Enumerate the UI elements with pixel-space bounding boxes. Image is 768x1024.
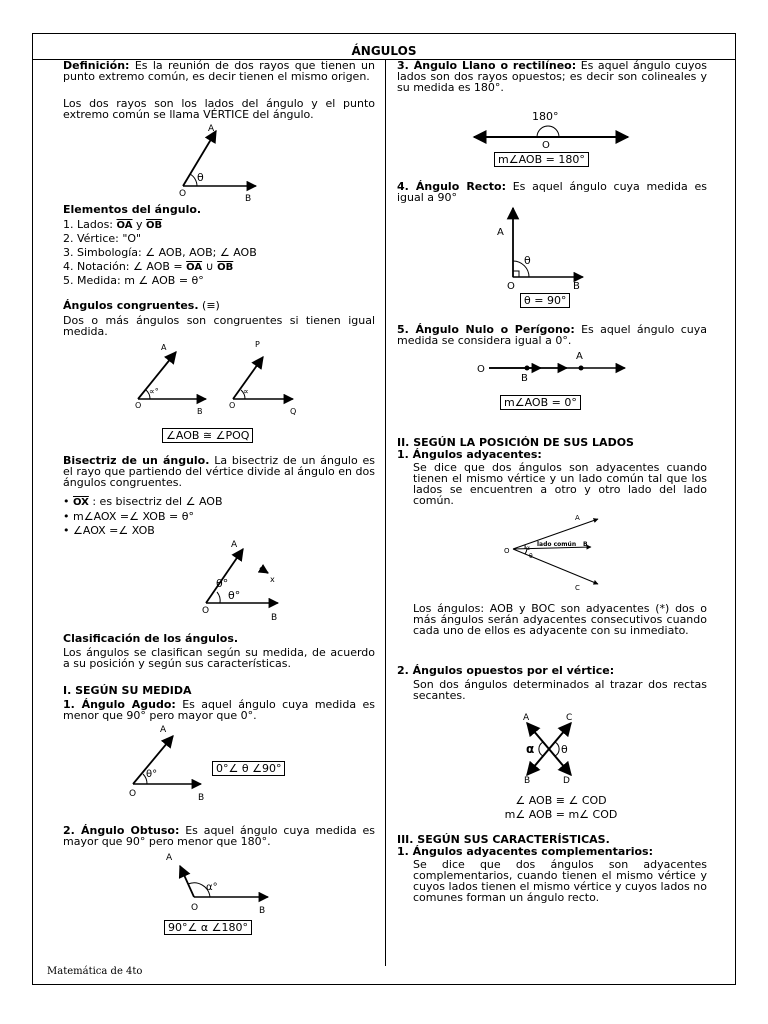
null-angle-equation: m∠AOB = 0° <box>500 395 581 410</box>
fig9-theta: θ <box>529 553 533 560</box>
bisector-bullet-2-text: m∠AOX =∠ XOB = θ° <box>73 510 194 523</box>
union-symbol: ∪ <box>205 260 214 273</box>
fig2-label-b: B <box>197 407 203 416</box>
fig3-label-x: x <box>270 575 275 584</box>
fig10-theta: θ <box>561 743 568 756</box>
opposite-angles-equation-1: ∠ AOB ≡ ∠ COD <box>515 794 607 807</box>
right-angle-text: Es aquel ángulo cuya medida es igual a 90° <box>397 180 707 204</box>
bisector-label: Bisectriz de un ángulo. <box>63 454 210 467</box>
congruent-symbol: (≡) <box>198 299 220 312</box>
ray-oa-symbol-2: $\overline{OA}$ <box>186 262 203 273</box>
opposite-angles-text: Son dos ángulos determinados al trazar dos rectas secantes. <box>413 678 707 702</box>
fig3-theta-1: θ° <box>216 577 229 590</box>
definition-paragraph <box>63 60 375 82</box>
figure-right-angle <box>495 205 595 290</box>
figure-obtuse-angle <box>158 852 278 922</box>
figure-congruent-angles <box>133 342 313 422</box>
classification-text: Los ángulos se clasifican según su medida, de acuerdo a su posición y según sus características. <box>63 646 375 670</box>
fig3-label-o: O <box>202 606 210 616</box>
figure-opposite-angles <box>516 712 586 787</box>
fig6-degrees: 180° <box>532 110 559 123</box>
definition-paragraph-2: Los dos rayos son los lados del ángulo y el punto extremo común se llama VÉRTICE del ángulo. <box>63 97 375 121</box>
fig5-label-o: O <box>191 903 199 913</box>
adjacent-angles-text-2: Los ángulos: AOB y BOC son adyacentes (*) dos o más ángulos serán adyacentes consecutivos cuando cada uno de ellos es adyacente con su inmediato. <box>413 602 707 637</box>
acute-angle-text: Es aquel ángulo cuya medida es menor que 90° pero mayor que 0°. <box>63 698 375 722</box>
fig1-label-b: B <box>245 194 252 204</box>
congruent-title-text: Ángulos congruentes. <box>63 299 199 312</box>
complementary-angles-text: Se dice que dos ángulos son adyacentes complementarios, cuando tienen el mismo vértice y cuyos lados tienen el mismo vértice y cuyos lados no comunes forman un ángulo recto. <box>413 858 707 904</box>
null-angle-text: Es aquel ángulo cuya medida se considera igual a 0°. <box>397 323 707 347</box>
page-title: ÁNGULOS <box>351 44 417 58</box>
page-footer: Matemática de 4to <box>47 966 143 977</box>
fig3-theta-2: θ° <box>228 589 241 602</box>
congruent-text: Dos o más ángulos son congruentes si tienen igual medida. <box>63 314 375 338</box>
fig9-label-c: C <box>575 584 580 592</box>
fig7-theta: θ <box>524 254 531 267</box>
column-divider <box>385 59 386 966</box>
definition-label: Definición: <box>63 59 130 72</box>
complementary-angles-title: 1. Ángulos adyacentes complementarios: <box>397 845 653 858</box>
bisector-bullet-3-text: ∠AOX =∠ XOB <box>73 524 155 537</box>
fig8-label-a: A <box>576 351 583 362</box>
elements-title: Elementos del ángulo. <box>63 203 202 216</box>
fig4-label-b: B <box>198 793 205 803</box>
fig2-label-a: A <box>161 343 167 352</box>
null-angle-paragraph <box>397 324 707 346</box>
elements-item-2: 2. Vértice: "O" <box>63 232 142 245</box>
adjacent-angles-text: Se dice que dos ángulos son adyacentes cuando tienen el mismo vértice y un lado común tal que los lados se encuentren a otro y otro lado del lado común. <box>413 461 707 507</box>
straight-angle-text: Es aquel ángulo cuyos lados son dos rayos opuestos; es decir son colineales y su medida es 180°. <box>397 59 707 94</box>
elements-item-3: 3. Simbología: ∠ AOB, AOB; ∠ AOB <box>63 246 257 259</box>
fig2-label-o2: O <box>229 401 236 410</box>
figure-straight-angle <box>471 110 631 150</box>
fig9-label-a: A <box>575 514 580 522</box>
right-angle-paragraph <box>397 181 707 203</box>
page-frame <box>32 33 736 985</box>
acute-angle-equation: 0°∠ θ ∠90° <box>212 761 285 776</box>
straight-angle-equation: m∠AOB = 180° <box>494 152 589 167</box>
fig7-label-o: O <box>507 281 515 292</box>
straight-angle-paragraph <box>397 60 707 93</box>
right-angle-equation: θ = 90° <box>520 293 570 308</box>
bisector-bullet-2: • m∠AOX =∠ XOB = θ° <box>63 510 194 523</box>
fig7-label-a: A <box>497 227 504 238</box>
fig2-label-p: P <box>255 340 260 349</box>
fig4-label-a: A <box>160 725 167 735</box>
section-1-title: I. SEGÚN SU MEDIDA <box>63 684 192 697</box>
straight-angle-label: 3. Ángulo Llano o rectilíneo: <box>397 59 577 72</box>
fig1-label-a: A <box>208 124 215 134</box>
fig5-alpha: α° <box>206 882 218 893</box>
fig3-label-a: A <box>231 540 238 550</box>
fig3-label-b: B <box>271 613 278 623</box>
fig10-label-a: A <box>523 713 530 723</box>
figure-acute-angle <box>126 724 226 804</box>
fig5-label-b: B <box>259 906 266 916</box>
figure-adjacent-angles <box>503 512 613 592</box>
right-angle-label: 4. Ángulo Recto: <box>397 180 506 193</box>
obtuse-angle-text: Es aquel ángulo cuya medida es mayor que 90° pero menor que 180°. <box>63 824 375 848</box>
fig4-label-o: O <box>129 789 137 799</box>
fig2-alpha-1: ∝° <box>149 387 159 396</box>
fig7-label-b: B <box>573 281 580 292</box>
fig8-label-b: B <box>521 373 528 384</box>
fig2-label-o: O <box>135 401 142 410</box>
ray-ob-symbol: $\overline{OB}$ <box>146 220 163 231</box>
acute-angle-paragraph <box>63 699 375 721</box>
obtuse-angle-paragraph <box>63 825 375 847</box>
fig9-common-side: lado común <box>537 541 577 548</box>
bisector-bullet-3: • ∠AOX =∠ XOB <box>63 524 155 537</box>
adjacent-angles-title: 1. Ángulos adyacentes: <box>397 448 542 461</box>
fig10-alpha: α <box>526 742 535 756</box>
fig9-alpha: α <box>526 545 530 552</box>
congruent-title <box>63 300 220 311</box>
fig2-alpha-2: ∝ <box>243 387 249 396</box>
obtuse-angle-label: 2. Ángulo Obtuso: <box>63 824 180 837</box>
fig10-label-d: D <box>563 776 570 786</box>
elements-item-5: 5. Medida: m ∠ AOB = θ° <box>63 274 204 287</box>
elements-item-1-text: 1. Lados: <box>63 218 114 231</box>
ray-oa-symbol: $\overline{OA}$ <box>116 220 133 231</box>
fig8-label-o: O <box>477 364 485 375</box>
opposite-angles-equation-2: m∠ AOB = m∠ COD <box>504 808 618 821</box>
fig6-label-o: O <box>542 140 550 151</box>
fig5-label-a: A <box>166 853 173 863</box>
acute-angle-label: 1. Ángulo Agudo: <box>63 698 176 711</box>
definition-text: Es la reunión de dos rayos que tienen un punto extremo común, es decir tienen el mismo origen. <box>63 59 375 83</box>
bisector-paragraph <box>63 455 375 488</box>
fig1-label-o: O <box>179 189 187 199</box>
elements-item-4-text: 4. Notación: ∠ AOB = <box>63 260 183 273</box>
obtuse-angle-equation: 90°∠ α ∠180° <box>164 920 252 935</box>
figure-bisector <box>198 540 318 625</box>
ray-ox-symbol: $\overline{OX}$ <box>73 497 89 508</box>
elements-item-1 <box>63 219 162 231</box>
fig10-label-b: B <box>524 776 531 786</box>
classification-title: Clasificación de los ángulos. <box>63 632 239 645</box>
ray-ob-symbol-2: $\overline{OB}$ <box>217 262 234 273</box>
opposite-angles-title: 2. Ángulos opuestos por el vértice: <box>397 664 615 677</box>
section-3-title: III. SEGÚN SUS CARACTERÍSTICAS. <box>397 833 610 846</box>
bisector-text: La bisectriz de un ángulo es el rayo que partiendo del vértice divide al ángulo en dos ángulos congruentes. <box>63 454 375 489</box>
fig2-label-q: Q <box>290 407 297 416</box>
fig4-theta: θ° <box>146 769 158 780</box>
fig1-theta: θ <box>197 171 204 184</box>
elements-item-4 <box>63 261 233 273</box>
fig9-label-b: B <box>583 541 588 548</box>
bisector-bullet-1-text: : es bisectriz del ∠ AOB <box>88 495 223 508</box>
bisector-bullet-1: • $\overline{OX}$ : es bisectriz del ∠ AOB <box>63 495 223 508</box>
figure-null-angle <box>475 347 635 382</box>
null-angle-label: 5. Ángulo Nulo o Perígono: <box>397 323 575 336</box>
fig10-label-c: C <box>566 713 573 723</box>
figure-basic-angle <box>173 126 283 206</box>
fig9-label-o: O <box>504 547 510 555</box>
elements-item-1-conj: y <box>136 218 143 231</box>
congruent-equation: ∠AOB ≅ ∠POQ <box>162 428 253 443</box>
section-2-title: II. SEGÚN LA POSICIÓN DE SUS LADOS <box>397 436 634 449</box>
